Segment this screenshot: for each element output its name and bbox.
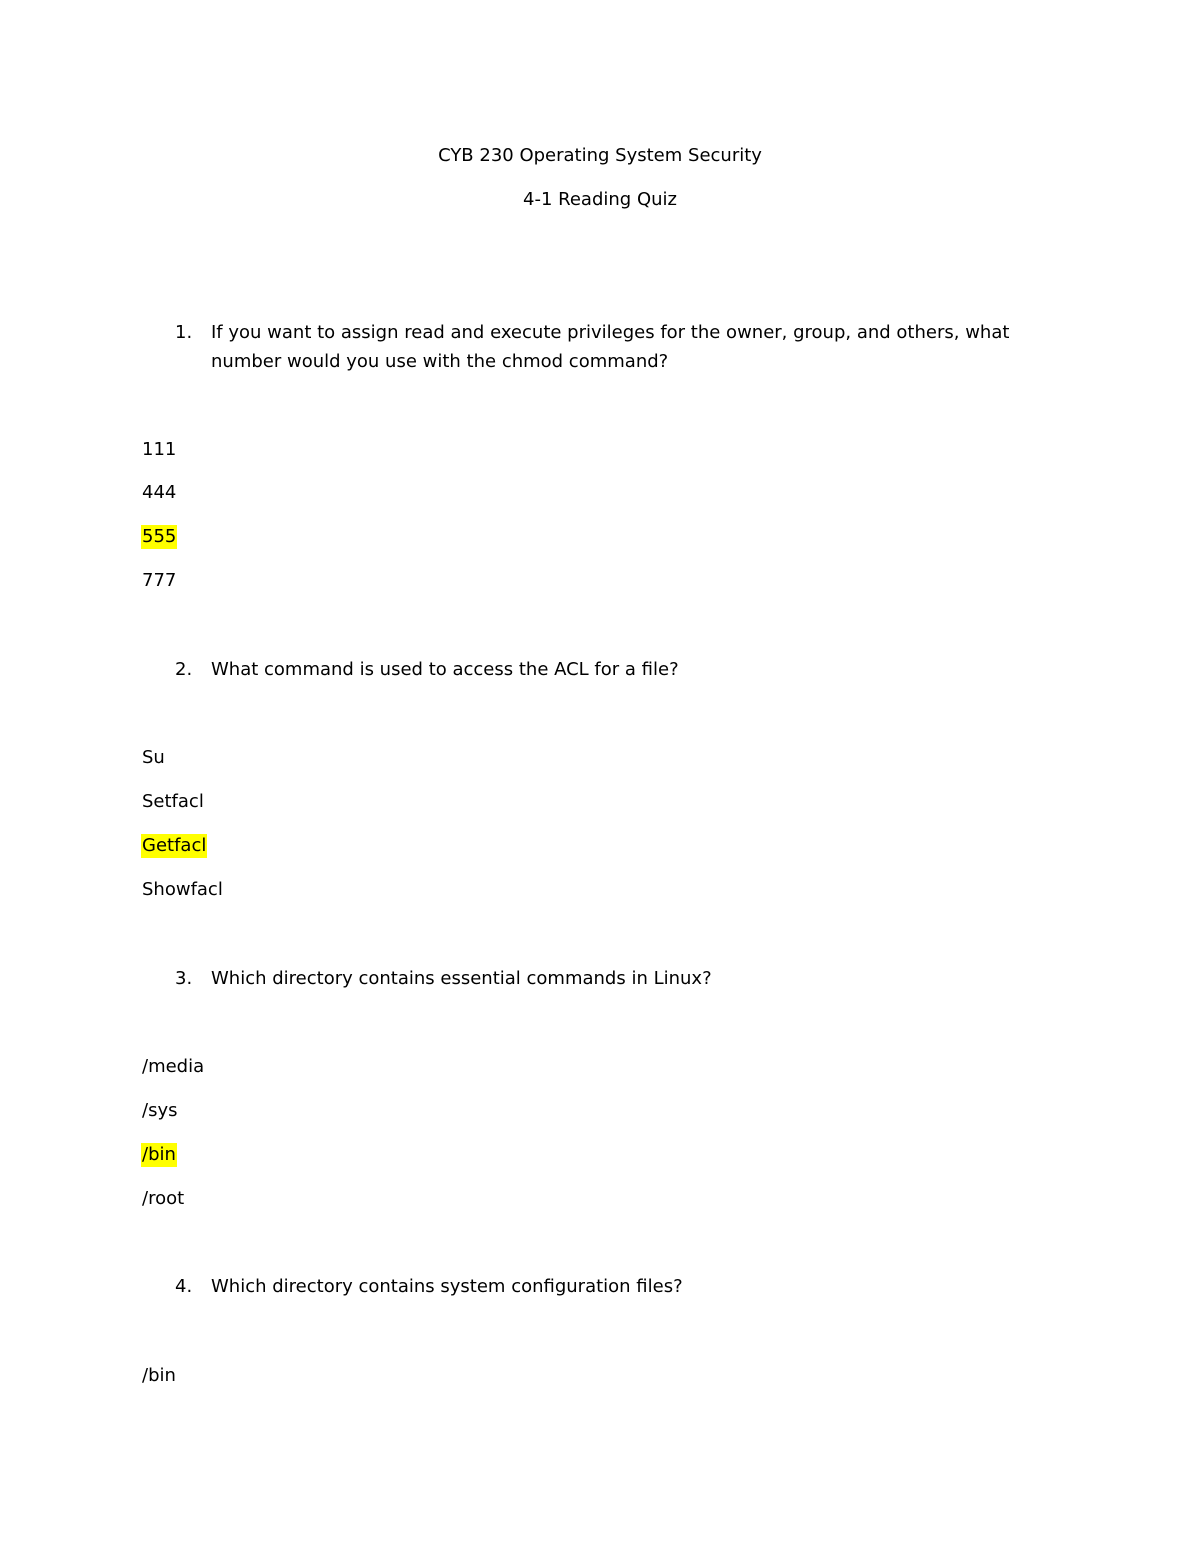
question-number: 4. [175, 1276, 193, 1297]
answer-option: /sys [142, 1100, 178, 1121]
question-text: Which directory contains system configuration files? [211, 1276, 683, 1297]
answer-option: Setfacl [142, 791, 204, 812]
question-1 [175, 318, 1075, 376]
question-text: What command is used to access the ACL for a file? [211, 659, 679, 680]
document-subtitle: 4-1 Reading Quiz [523, 189, 677, 210]
question-number: 2. [175, 659, 193, 680]
answer-option: /bin [142, 1365, 176, 1386]
question-text: Which directory contains essential commands in Linux? [211, 968, 712, 989]
answer-option: /root [142, 1188, 185, 1209]
answer-option: 444 [142, 482, 177, 503]
document-title: CYB 230 Operating System Security [438, 145, 762, 166]
answer-option-highlighted: Getfacl [142, 835, 207, 856]
question-4 [175, 1272, 1075, 1301]
question-number: 1. [175, 322, 193, 343]
answer-option: Su [142, 747, 165, 768]
answer-option: 111 [142, 439, 177, 460]
question-text: If you want to assign read and execute privileges for the owner, group, and others, what number would you use with the chmod command? [211, 322, 1010, 372]
question-number: 3. [175, 968, 193, 989]
answer-option: 777 [142, 570, 177, 591]
answer-option-highlighted: 555 [142, 526, 177, 547]
question-2 [175, 655, 1075, 684]
answer-option: Showfacl [142, 879, 223, 900]
question-3 [175, 964, 1075, 993]
answer-option-highlighted: /bin [142, 1144, 176, 1165]
answer-option: /media [142, 1056, 205, 1077]
